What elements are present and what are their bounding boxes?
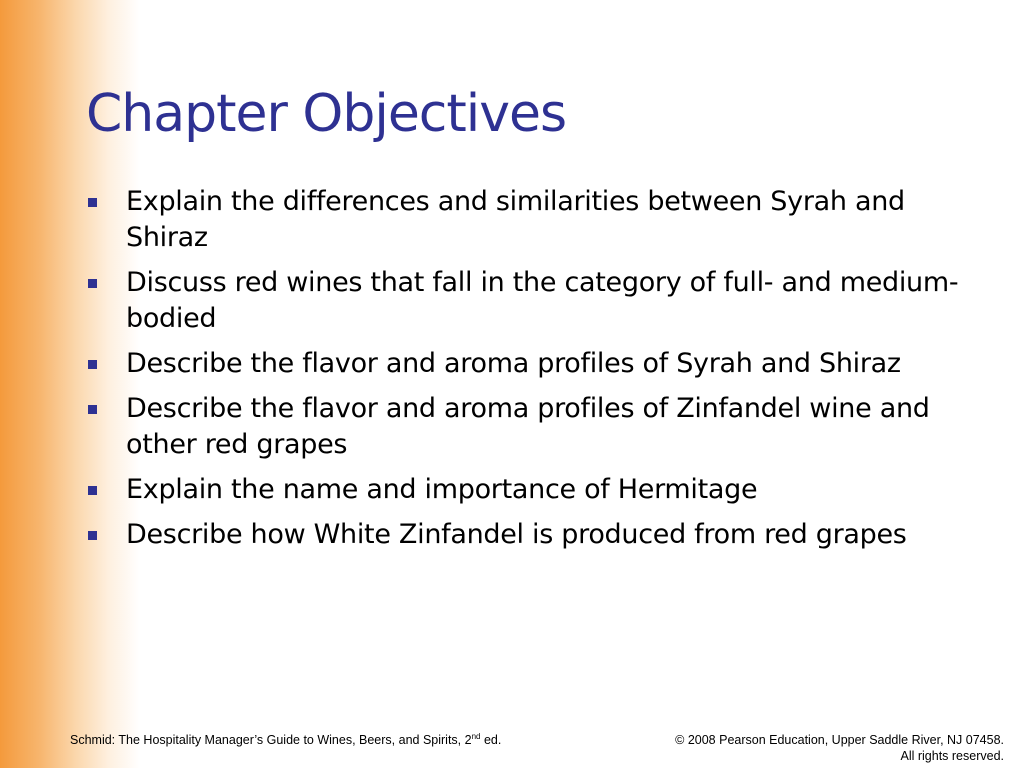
objective-text: Discuss red wines that fall in the category of full- and medium-bodied xyxy=(126,267,959,334)
list-item xyxy=(88,472,988,508)
square-bullet-icon xyxy=(88,360,97,369)
footer-rights-line: All rights reserved. xyxy=(900,749,1004,763)
footer-edition-suffix: ed. xyxy=(480,733,502,747)
list-item xyxy=(88,391,988,463)
footer-book-citation xyxy=(70,732,501,748)
footer-book-text: Schmid: The Hospitality Manager’s Guide to Wines, Beers, and Spirits, 2 xyxy=(70,733,472,747)
slide-title: Chapter Objectives xyxy=(86,84,567,144)
list-item xyxy=(88,265,988,337)
footer-copyright xyxy=(675,732,1004,764)
objective-text: Describe how White Zinfandel is produced from red grapes xyxy=(126,519,907,550)
square-bullet-icon xyxy=(88,405,97,414)
footer-edition-superscript: nd xyxy=(471,731,481,741)
objective-text: Explain the differences and similarities between Syrah and Shiraz xyxy=(126,186,905,253)
objectives-list xyxy=(88,184,988,562)
objective-text: Describe the flavor and aroma profiles of Syrah and Shiraz xyxy=(126,348,901,379)
square-bullet-icon xyxy=(88,198,97,207)
square-bullet-icon xyxy=(88,279,97,288)
footer-copyright-line: © 2008 Pearson Education, Upper Saddle River, NJ 07458. xyxy=(675,733,1004,747)
list-item xyxy=(88,517,988,553)
list-item xyxy=(88,184,988,256)
objective-text: Describe the flavor and aroma profiles of Zinfandel wine and other red grapes xyxy=(126,393,930,460)
list-item xyxy=(88,346,988,382)
square-bullet-icon xyxy=(88,531,97,540)
square-bullet-icon xyxy=(88,486,97,495)
objective-text: Explain the name and importance of Hermitage xyxy=(126,474,758,505)
